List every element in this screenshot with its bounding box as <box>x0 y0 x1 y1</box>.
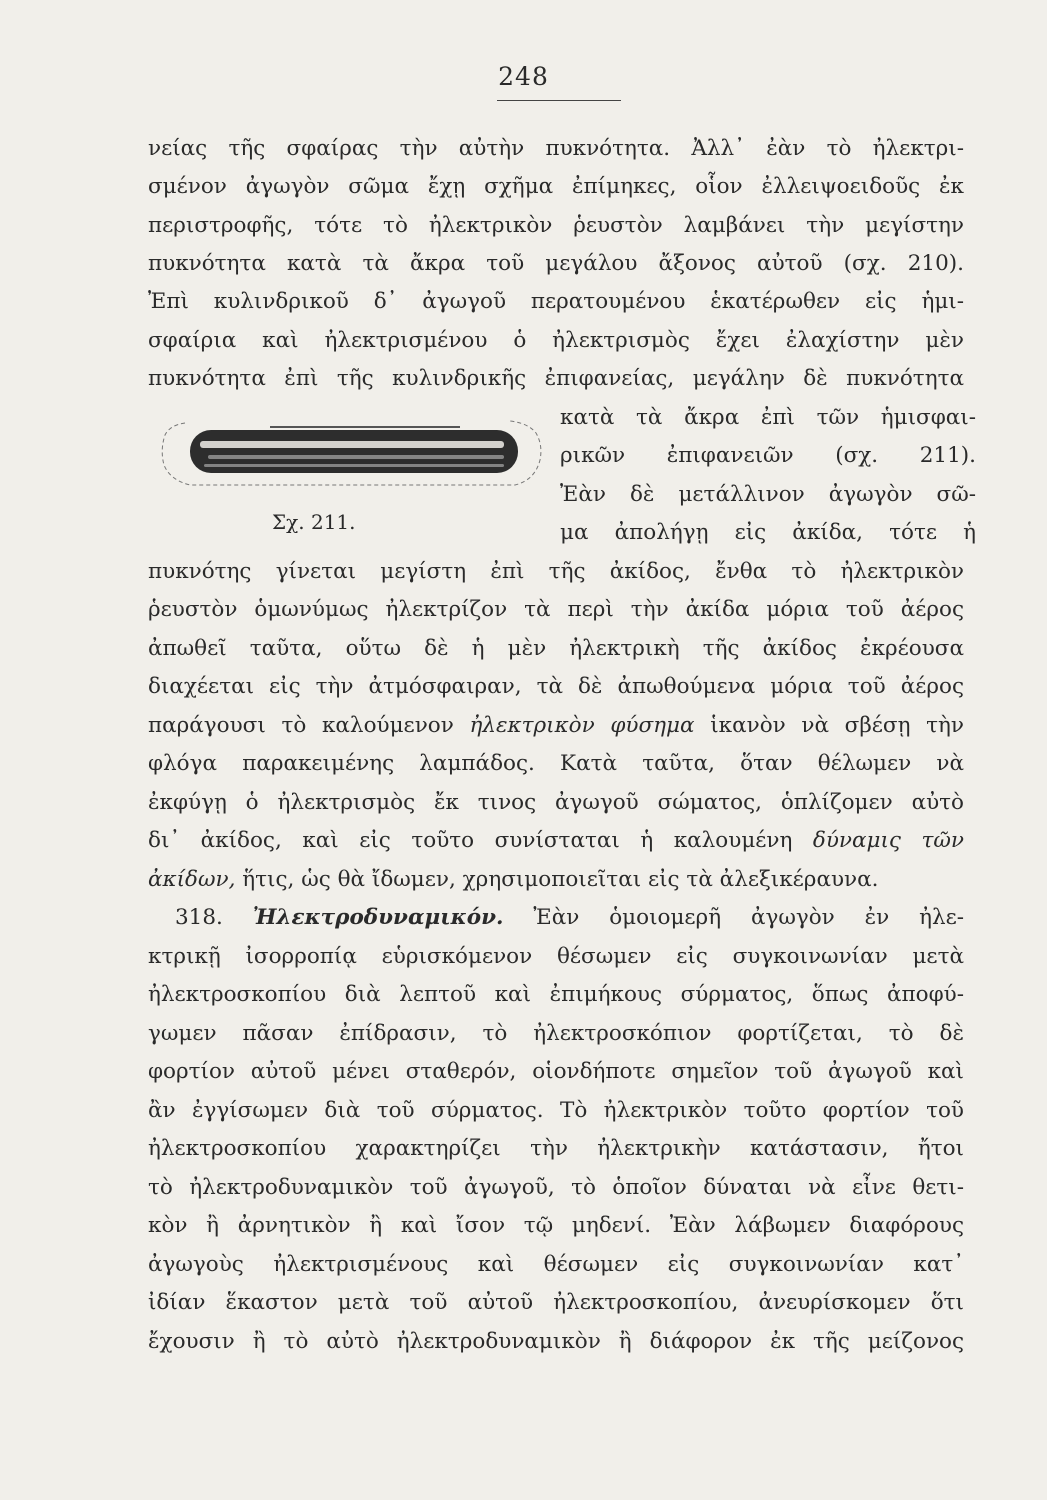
text-segment: ἥτις, ὡς θὰ ἴδωμεν, χρησιμοποιεῖται εἰς τὰ ἀλεξικέραυνα. <box>242 867 879 892</box>
text-line: τὸ ἠλεκτροδυναμικὸν τοῦ ἀγωγοῦ, τὸ ὁποῖον δύναται νὰ εἶνε θετι- <box>148 1175 964 1200</box>
text-line: γωμεν πᾶσαν ἐπίδρασιν, τὸ ἠλεκτροσκόπιον φορτίζεται, τὸ δὲ <box>148 1021 964 1046</box>
text-line: ρικῶν ἐπιφανειῶν (σχ. 211). <box>560 443 976 468</box>
text-segment: Ἐὰν ὁμοιομερῆ ἀγωγὸν ἐν ἠλε- <box>533 905 964 930</box>
cylinder-figure <box>160 405 545 500</box>
section-heading-line <box>175 903 964 933</box>
figure-caption: Σχ. 211. <box>272 510 356 534</box>
text-line: φλόγα παρακειμένης λαμπάδος. Κατὰ ταῦτα, ὅταν θέλωμεν νὰ <box>148 751 964 776</box>
text-line: Ἐὰν δὲ μετάλλινον ἀγωγὸν σῶ- <box>560 482 976 507</box>
text-line: μα ἀπολήγῃ εἰς ἀκίδα, τότε ἡ <box>560 520 976 545</box>
text-line: ἔχουσιν ἢ τὸ αὐτὸ ἠλεκτροδυναμικὸν ἢ διάφορον ἐκ τῆς μείζονος <box>148 1329 964 1354</box>
text-line: ἀπωθεῖ ταῦτα, οὕτω δὲ ἡ μὲν ἠλεκτρικὴ τῆς ἀκίδος ἐκρέουσα <box>148 636 964 661</box>
text-line: περιστροφῆς, τότε τὸ ἠλεκτρικὸν ῥευστὸν λαμβάνει τὴν μεγίστην <box>148 213 964 238</box>
text-line: πυκνότητα κατὰ τὰ ἄκρα τοῦ μεγάλου ἄξονος αὐτοῦ (σχ. 210). <box>148 251 964 276</box>
header-rule <box>497 100 621 101</box>
text-line: ἂν ἐγγίσωμεν διὰ τοῦ σύρματος. Τὸ ἠλεκτρικὸν τοῦτο φορτίον τοῦ <box>148 1098 964 1123</box>
text-segment: παράγουσι τὸ καλούμενον <box>148 713 454 738</box>
text-line: πυκνότης γίνεται μεγίστη ἐπὶ τῆς ἀκίδος, ἔνθα τὸ ἠλεκτρικὸν <box>148 559 964 584</box>
text-segment: ἱκανὸν νὰ σβέσῃ τὴν <box>710 713 964 738</box>
text-line: Ἐπὶ κυλινδρικοῦ δ᾽ ἀγωγοῦ περατουμένου ἑκατέρωθεν εἰς ἡμι- <box>148 289 964 314</box>
text-line: κατὰ τὰ ἄκρα ἐπὶ τῶν ἡμισφαι- <box>560 405 976 430</box>
text-line: σφαίρια καὶ ἠλεκτρισμένου ὁ ἠλεκτρισμὸς ἔχει ἐλαχίστην μὲν <box>148 328 964 353</box>
emphasis-term: δύναμις τῶν <box>812 828 964 853</box>
text-segment: δι᾽ ἀκίδος, καὶ εἰς τοῦτο συνίσταται ἡ καλουμένη <box>148 828 793 853</box>
text-line: σμένον ἀγωγὸν σῶμα ἔχῃ σχῆμα ἐπίμηκες, οἷον ἐλλειψοειδοῦς ἐκ <box>148 174 964 199</box>
text-line: ἰδίαν ἕκαστον μετὰ τοῦ αὐτοῦ ἠλεκτροσκοπίου, ἀνευρίσκομεν ὅτι <box>148 1290 964 1315</box>
text-line <box>148 711 964 741</box>
section-number: 318. <box>175 905 223 930</box>
text-line: κτρικῇ ἰσορροπίᾳ εὑρισκόμενον θέσωμεν εἰς συγκοινωνίαν μετὰ <box>148 944 964 969</box>
text-line <box>148 865 964 895</box>
text-line: φορτίον αὐτοῦ μένει σταθερόν, οἱονδήποτε σημεῖον τοῦ ἀγωγοῦ καὶ <box>148 1059 964 1084</box>
text-line: νείας τῆς σφαίρας τὴν αὐτὴν πυκνότητα. Ἀλλ᾽ ἐὰν τὸ ἠλεκτρι- <box>148 136 964 161</box>
text-line: ἠλεκτροσκοπίου διὰ λεπτοῦ καὶ ἐπιμήκους σύρματος, ὅπως ἀποφύ- <box>148 982 964 1007</box>
emphasis-term: ἀκίδων, <box>148 867 236 892</box>
text-line: ἠλεκτροσκοπίου χαρακτηρίζει τὴν ἠλεκτρικὴν κατάστασιν, ἤτοι <box>148 1136 964 1161</box>
text-line: ῥευστὸν ὁμωνύμως ἠλεκτρίζον τὰ περὶ τὴν ἀκίδα μόρια τοῦ ἀέρος <box>148 597 964 622</box>
text-line: κὸν ἢ ἀρνητικὸν ἢ καὶ ἴσον τῷ μηδενί. Ἐὰν λάβωμεν διαφόρους <box>148 1213 964 1238</box>
page-number: 248 <box>498 62 549 91</box>
text-line: πυκνότητα ἐπὶ τῆς κυλινδρικῆς ἐπιφανείας, μεγάλην δὲ πυκνότητα <box>148 366 964 391</box>
emphasis-term: ἠλεκτρικὸν φύσημα <box>469 713 695 738</box>
text-line: διαχέεται εἰς τὴν ἀτμόσφαιραν, τὰ δὲ ἀπωθούμενα μόρια τοῦ ἀέρος <box>148 674 964 699</box>
text-line: ἀγωγοὺς ἠλεκτρισμένους καὶ θέσωμεν εἰς συγκοινωνίαν κατ᾽ <box>148 1252 964 1277</box>
section-title: Ἠλεκτροδυναμικόν. <box>252 905 504 930</box>
text-line <box>148 826 964 856</box>
text-line: ἐκφύγῃ ὁ ἠλεκτρισμὸς ἔκ τινος ἀγωγοῦ σώματος, ὁπλίζομεν αὐτὸ <box>148 790 964 815</box>
